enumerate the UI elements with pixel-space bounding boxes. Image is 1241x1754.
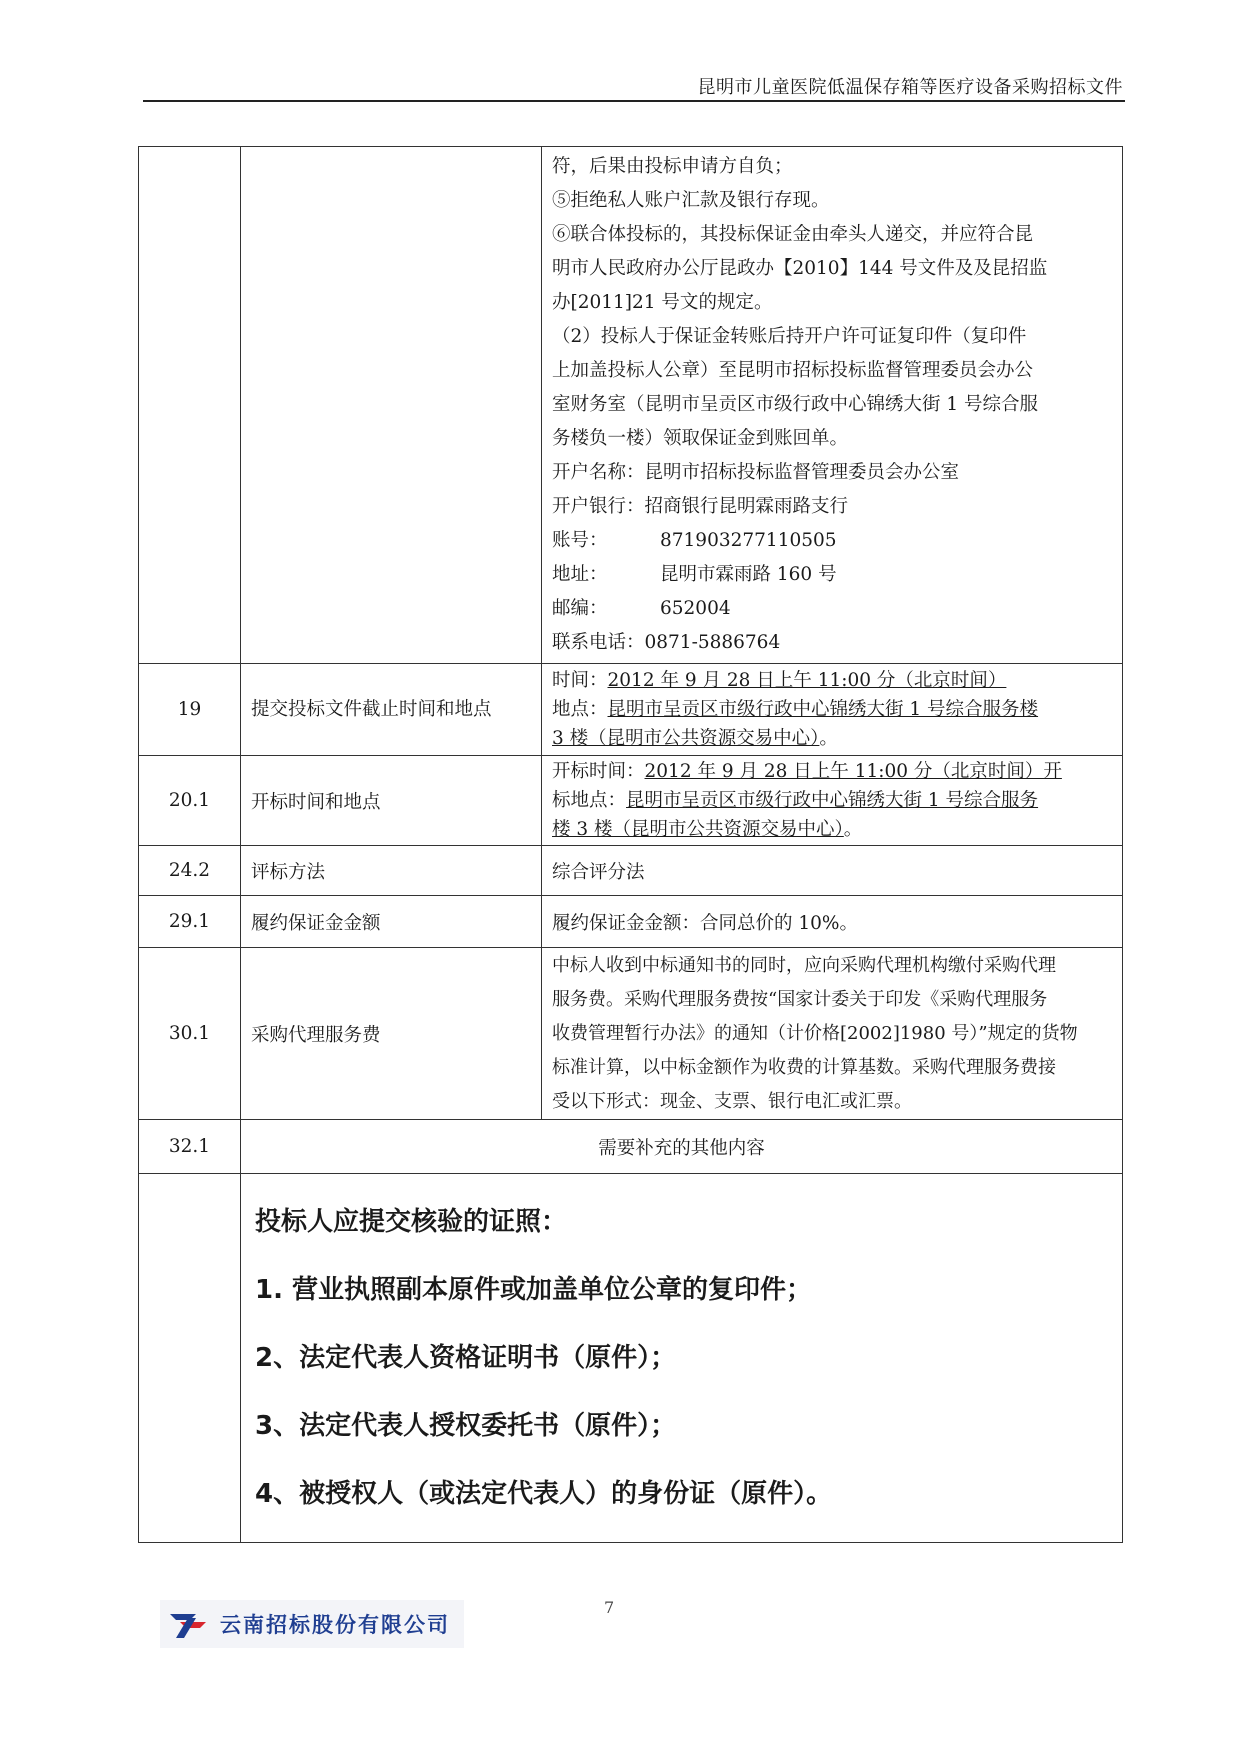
opening-place-value: 昆明市呈贡区市级行政中心锦绣大街 1 号综合服务 <box>626 790 1039 811</box>
opening-time-line <box>552 757 1112 786</box>
postcode-line <box>552 592 1112 626</box>
opening-place-line-2 <box>552 815 1112 844</box>
text-line: ⑤拒绝私人账户汇款及银行存现。 <box>552 190 830 211</box>
row-number-cell <box>139 147 241 664</box>
deadline-place-line <box>552 695 1112 724</box>
deadline-place-line-2 <box>552 724 1112 753</box>
row-item-cell: 评标方法 <box>241 846 542 896</box>
requirement-item: 3、法定代表人授权委托书（原件）； <box>255 1411 677 1441</box>
row-number-cell: 24.2 <box>139 846 241 896</box>
place-prefix: 地点： <box>552 699 608 720</box>
deposit-details-cell <box>542 147 1123 664</box>
postcode-label: 邮编： <box>552 598 608 619</box>
table-row <box>139 896 1123 948</box>
required-documents-cell <box>241 1174 1123 1543</box>
opening-place-value-2: 楼 3 楼（昆明市公共资源交易中心） <box>552 819 844 840</box>
address-label: 地址： <box>552 564 608 585</box>
account-value: 871903277110505 <box>660 530 837 551</box>
table-row <box>139 1174 1123 1543</box>
punctuation: 。 <box>819 728 838 749</box>
opening-place-line <box>552 786 1112 815</box>
address-value: 昆明市霖雨路 160 号 <box>660 564 837 585</box>
time-prefix: 开标时间： <box>552 761 645 782</box>
table-row <box>139 664 1123 756</box>
row-number-cell: 20.1 <box>139 756 241 846</box>
supplementary-header-cell: 需要补充的其他内容 <box>241 1120 1123 1174</box>
opening-time-value: 2012 年 9 月 28 日上午 11:00 分（北京时间）开 <box>644 761 1062 782</box>
header-divider <box>143 100 1125 102</box>
time-prefix: 时间： <box>552 670 608 691</box>
text-line: 务楼负一楼）领取保证金到账回单。 <box>552 428 849 449</box>
account-name-line: 开户名称：昆明市招标投标监督管理委员会办公室 <box>552 462 960 483</box>
postcode-value: 652004 <box>660 598 731 619</box>
row-item-cell <box>241 147 542 664</box>
text-line: 符，后果由投标申请方自负； <box>552 156 793 177</box>
punctuation: 。 <box>843 819 863 840</box>
deadline-time-line <box>552 666 1112 695</box>
table-row <box>139 1120 1123 1174</box>
text-line: 中标人收到中标通知书的同时，应向采购代理机构缴付采购代理 <box>552 954 1056 976</box>
row-item-cell: 提交投标文件截止时间和地点 <box>241 664 542 756</box>
text-line: ⑥联合体投标的，其投标保证金由牵头人递交，并应符合昆 <box>552 224 1034 245</box>
requirement-item: 1. 营业执照副本原件或加盖单位公章的复印件； <box>255 1275 813 1305</box>
phone-line: 联系电话：0871-5886764 <box>552 632 781 653</box>
page-number: 7 <box>604 1598 615 1617</box>
row-number-cell: 30.1 <box>139 948 241 1120</box>
table-row <box>139 948 1123 1120</box>
company-name: 云南招标股份有限公司 <box>220 1613 450 1637</box>
text-line: （2）投标人于保证金转账后持开户许可证复印件（复印件 <box>552 326 1027 347</box>
table-row <box>139 846 1123 896</box>
agency-fee-cell <box>542 948 1123 1120</box>
row-item-cell: 开标时间和地点 <box>241 756 542 846</box>
requirements-heading: 投标人应提交核验的证照： <box>255 1207 568 1237</box>
deadline-cell <box>542 664 1123 756</box>
requirement-item: 4、被授权人（或法定代表人）的身份证（原件）。 <box>255 1479 833 1509</box>
evaluation-method-cell: 综合评分法 <box>542 846 1123 896</box>
deadline-time-value: 2012 年 9 月 28 日上午 11:00 分（北京时间） <box>607 670 1007 691</box>
row-item-cell: 采购代理服务费 <box>241 948 542 1120</box>
deadline-place-value: 昆明市呈贡区市级行政中心锦绣大街 1 号综合服务楼 <box>607 699 1039 720</box>
company-logo-icon <box>166 1606 212 1642</box>
table-row <box>139 756 1123 846</box>
requirement-item: 2、法定代表人资格证明书（原件）； <box>255 1343 677 1373</box>
performance-bond-cell: 履约保证金金额：合同总价的 10%。 <box>542 896 1123 948</box>
company-logo <box>160 1600 464 1648</box>
text-line: 上加盖投标人公章）至昆明市招标投标监督管理委员会办公 <box>552 360 1034 381</box>
document-header-title: 昆明市儿童医院低温保存箱等医疗设备采购招标文件 <box>697 77 1123 98</box>
account-number-line <box>552 524 1112 558</box>
text-line: 收费管理暂行办法》的通知（计价格[2002]1980 号）”规定的货物 <box>552 1022 1078 1044</box>
table-row <box>139 147 1123 664</box>
row-item-cell: 履约保证金金额 <box>241 896 542 948</box>
text-line: 室财务室（昆明市呈贡区市级行政中心锦绣大街 1 号综合服 <box>552 394 1039 415</box>
text-line: 服务费。采购代理服务费按“国家计委关于印发《采购代理服务 <box>552 988 1048 1010</box>
text-line: 受以下形式：现金、支票、银行电汇或汇票。 <box>552 1090 912 1112</box>
deadline-place-value-2: 3 楼（昆明市公共资源交易中心） <box>552 728 820 749</box>
opening-cell <box>542 756 1123 846</box>
account-label: 账号： <box>552 530 608 551</box>
address-line <box>552 558 1112 592</box>
row-number-cell: 29.1 <box>139 896 241 948</box>
place-prefix: 标地点： <box>552 790 627 811</box>
row-number-cell: 19 <box>139 664 241 756</box>
tender-info-table <box>138 146 1123 1543</box>
bank-line: 开户银行：招商银行昆明霖雨路支行 <box>552 496 849 517</box>
text-line: 标准计算，以中标金额作为收费的计算基数。采购代理服务费接 <box>552 1056 1056 1078</box>
row-number-cell <box>139 1174 241 1543</box>
text-line: 明市人民政府办公厅昆政办【2010】144 号文件及及昆招监 <box>552 258 1048 279</box>
row-number-cell: 32.1 <box>139 1120 241 1174</box>
text-line: 办[2011]21 号文的规定。 <box>552 292 773 313</box>
